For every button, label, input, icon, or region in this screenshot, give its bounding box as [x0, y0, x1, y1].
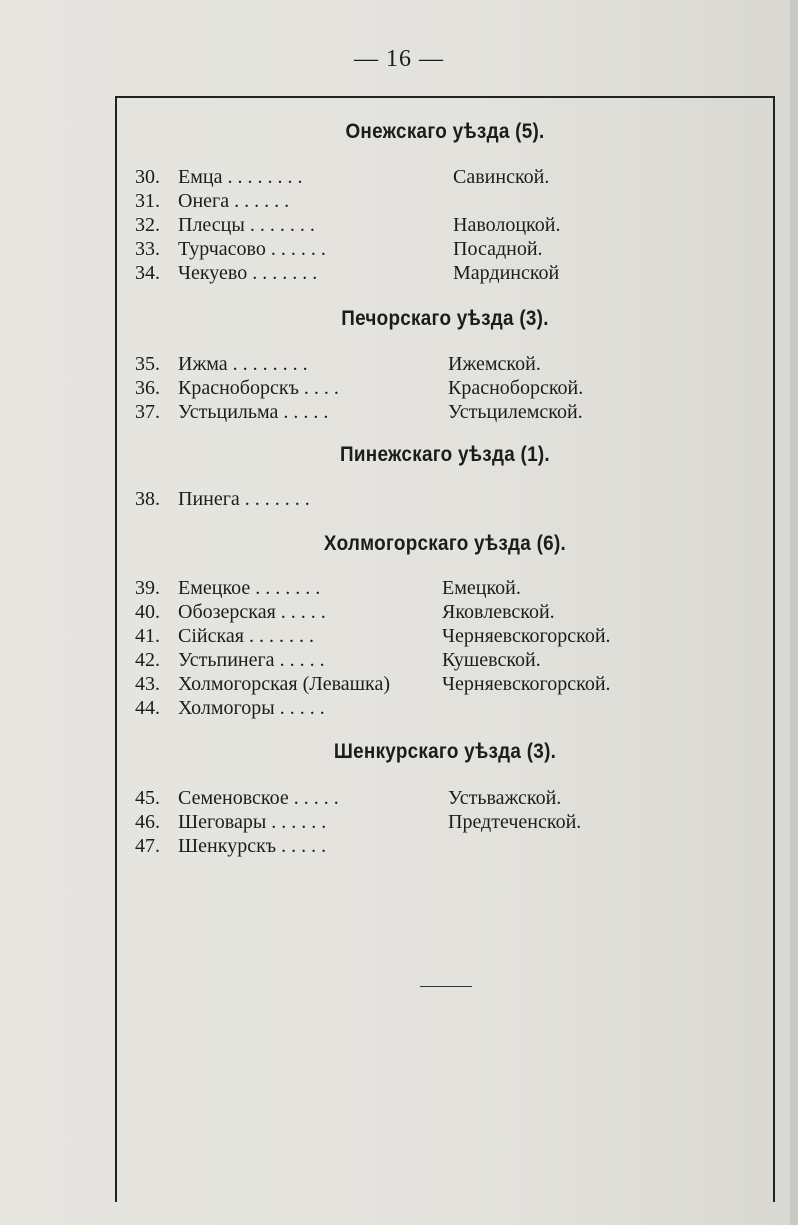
item-number: 46. — [135, 811, 160, 833]
item-station: Емецкое . . . . . . . — [178, 577, 321, 599]
item-volost: Наволоцкой. — [453, 214, 561, 236]
section-title-kholmogory: Холмогорскаго уѣзда (6). — [323, 532, 567, 555]
item-number: 41. — [135, 625, 160, 647]
item-number: 44. — [135, 697, 160, 719]
item-number: 35. — [135, 353, 160, 375]
item-station: Пинега . . . . . . . — [178, 488, 310, 510]
item-number: 34. — [135, 262, 160, 284]
list-item — [135, 400, 755, 424]
item-volost: Красноборской. — [448, 377, 584, 399]
item-volost: Савинской. — [453, 166, 550, 188]
item-station: Обозерская . . . . . — [178, 601, 326, 623]
page-edge — [790, 0, 798, 1225]
item-number: 40. — [135, 601, 160, 623]
item-number: 33. — [135, 238, 160, 260]
item-volost: Кушевской. — [442, 649, 541, 671]
item-number: 30. — [135, 166, 160, 188]
item-station: Шеговары . . . . . . — [178, 811, 327, 833]
closing-rule — [420, 986, 472, 987]
list-item — [135, 576, 755, 600]
item-volost: Черняевскогорской. — [442, 625, 611, 647]
item-volost: Емецкой. — [442, 577, 521, 599]
section-title-shenkursk: Шенкурскаго уѣзда (3). — [333, 740, 557, 763]
item-volost: Черняевскогорской. — [442, 673, 611, 695]
item-station: Красноборскъ . . . . — [178, 377, 339, 399]
page-number: — 16 — — [354, 46, 444, 72]
list-item — [135, 834, 755, 858]
item-station: Холмогоры . . . . . — [178, 697, 325, 719]
item-number: 38. — [135, 488, 160, 510]
list-item — [135, 786, 755, 810]
item-number: 39. — [135, 577, 160, 599]
list-item — [135, 376, 755, 400]
item-station: Чекуево . . . . . . . — [178, 262, 318, 284]
item-station: Шенкурскъ . . . . . — [178, 835, 327, 857]
item-number: 45. — [135, 787, 160, 809]
list-item — [135, 810, 755, 834]
item-volost: Яковлевской. — [442, 601, 555, 623]
item-number: 36. — [135, 377, 160, 399]
list-item — [135, 213, 755, 237]
item-number: 32. — [135, 214, 160, 236]
item-volost: Предтеченской. — [448, 811, 582, 833]
section-title-pinega: Пинежскаго уѣзда (1). — [340, 443, 550, 466]
item-volost: Ижемской. — [448, 353, 541, 375]
list-item — [135, 189, 755, 213]
item-station: Семеновское . . . . . — [178, 787, 339, 809]
list-item — [135, 624, 755, 648]
item-station: Емца . . . . . . . . — [178, 166, 303, 188]
list-item — [135, 487, 755, 511]
item-volost: Мардинской — [453, 262, 560, 284]
list-item — [135, 696, 755, 720]
item-number: 47. — [135, 835, 160, 857]
item-station: Ижма . . . . . . . . — [178, 353, 308, 375]
section-title-pechora: Печорскаго уѣзда (3). — [341, 307, 549, 330]
list-item — [135, 237, 755, 261]
item-volost: Устьважской. — [448, 787, 562, 809]
list-item — [135, 261, 755, 285]
section-title-onega: Онежскаго уѣзда (5). — [345, 120, 545, 143]
item-volost: Посадной. — [453, 238, 543, 260]
item-volost: Устьцилемской. — [448, 401, 583, 423]
list-item — [135, 672, 755, 696]
item-number: 31. — [135, 190, 160, 212]
item-station: Турчасово . . . . . . — [178, 238, 326, 260]
item-station: Холмогорская (Левашка) — [178, 673, 391, 695]
list-item — [135, 165, 755, 189]
item-number: 43. — [135, 673, 160, 695]
item-station: Сійская . . . . . . . — [178, 625, 314, 647]
list-item — [135, 600, 755, 624]
item-number: 37. — [135, 401, 160, 423]
list-item — [135, 648, 755, 672]
item-station: Онега . . . . . . — [178, 190, 290, 212]
item-station: Устьцильма . . . . . — [178, 401, 329, 423]
item-station: Устьпинега . . . . . — [178, 649, 325, 671]
item-number: 42. — [135, 649, 160, 671]
item-station: Плесцы . . . . . . . — [178, 214, 315, 236]
list-item — [135, 352, 755, 376]
